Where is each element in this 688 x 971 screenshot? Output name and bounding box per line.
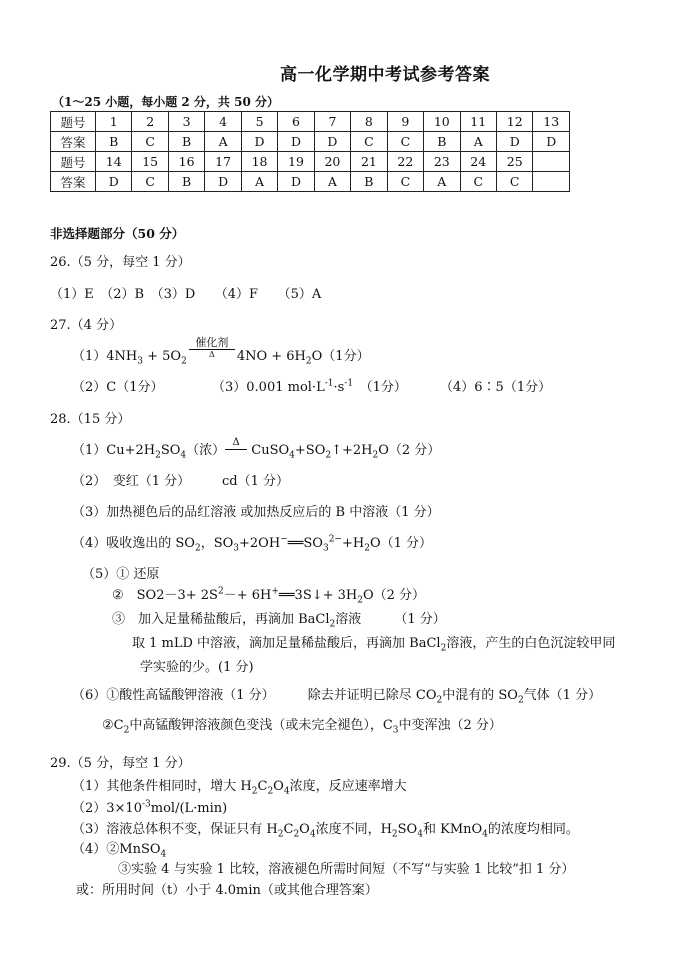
table-cell: 6 <box>278 112 314 132</box>
table-cell: 7 <box>314 112 350 132</box>
table-cell: A <box>424 172 460 192</box>
row-header: 题号 <box>51 112 96 132</box>
nonchoice-title: 非选择题部分（50 分） <box>50 226 185 241</box>
table-cell: 13 <box>533 112 570 132</box>
heat-symbol: Δ <box>232 437 240 448</box>
table-cell: C <box>351 132 387 152</box>
text: +2OH <box>239 536 281 551</box>
text: 和 KMnO <box>422 822 483 837</box>
table-cell: 10 <box>424 112 460 132</box>
text: 除去并证明已除尽 CO <box>307 688 437 703</box>
table-cell: 5 <box>241 112 277 132</box>
q28-line3: （3）加热褪色后的品红溶液 或加热反应后的 B 中溶液（1 分） <box>72 505 440 520</box>
text: ② SO2－3+ 2S <box>112 588 218 603</box>
text: C <box>283 822 294 837</box>
table-cell: D <box>314 132 350 152</box>
text: 4NO + 6H <box>236 349 306 364</box>
text: O（2 分） <box>378 443 441 458</box>
table-cell: D <box>241 132 277 152</box>
table-cell: 19 <box>278 152 314 172</box>
table-cell: 24 <box>460 152 496 172</box>
text: ══SO <box>287 536 323 551</box>
text: （1分） <box>353 380 407 395</box>
q29-line3: （3）溶液总体积不变，保证只有 $H_2C_2O_4$浓度不同，$H_2SO_4$和 KMnO$_4$的浓度均相同。 <box>72 822 579 840</box>
table-cell <box>533 172 570 192</box>
catalyst-label: 催化剂 <box>195 336 229 349</box>
equal-line <box>225 449 247 450</box>
text: CuSO <box>247 443 290 458</box>
text: （1）Cu+2H <box>72 443 156 458</box>
text: O <box>299 822 310 837</box>
text: O（2 分） <box>362 588 426 603</box>
text: （6）①酸性高锰酸钾溶液（1 分） <box>72 688 275 703</box>
table-cell: 15 <box>132 152 168 172</box>
table-cell: D <box>278 132 314 152</box>
table-row <box>51 132 570 152</box>
table-cell: 14 <box>96 152 132 172</box>
text: （3）溶液总体积不变，保证只有 H <box>72 822 278 837</box>
table-row <box>51 112 570 132</box>
text: －+ 6H <box>223 588 272 603</box>
text: ，SO <box>200 536 234 551</box>
table-cell: A <box>314 172 350 192</box>
heat-condition <box>225 437 247 458</box>
table-cell: D <box>278 172 314 192</box>
table-cell: A <box>460 132 496 152</box>
text: + 5O <box>143 349 182 364</box>
row-header: 题号 <box>51 152 96 172</box>
table-cell: 20 <box>314 152 350 172</box>
table-cell: 2 <box>132 112 168 132</box>
text: （4）②MnSO <box>72 842 161 857</box>
table-cell: C <box>460 172 496 192</box>
table-cell: B <box>168 172 204 192</box>
q27-line2-a: （2）C（1分） <box>72 380 164 395</box>
q28-line8: 取 1 mLD 中溶液，滴加足量稀盐酸后，再滴加 BaCl$_2$溶液，产生的白色沉淀较甲同 <box>132 636 616 654</box>
text: ══3S↓+ 3H <box>278 588 358 603</box>
table-row <box>51 172 570 192</box>
text: 取 1 mLD 中溶液，滴加足量稀盐酸后，再滴加 BaCl <box>132 636 441 651</box>
row-header: 答案 <box>51 172 96 192</box>
q27-line2-c: （4）6∶5（1分） <box>440 380 552 395</box>
text: C <box>257 779 268 794</box>
heat-symbol: Δ <box>208 350 215 359</box>
row-header: 答案 <box>51 132 96 152</box>
table-cell <box>533 152 570 172</box>
text: ②C <box>102 718 124 733</box>
table-cell: A <box>241 172 277 192</box>
text: （4）吸收逸出的 SO <box>72 536 195 551</box>
text: O（1 分） <box>369 536 432 551</box>
q27-head: 27.（4 分） <box>50 318 123 333</box>
text: （1）4NH <box>72 349 138 364</box>
q29-line2: $(2)3\times 10^{-3}mol/(L\cdot\min)$ <box>72 799 228 816</box>
table-cell: D <box>496 132 532 152</box>
text: （2）3×10 <box>72 801 142 816</box>
table-cell: 23 <box>424 152 460 172</box>
q26-answers: （1）E （2）B （3）D （4）F （5）A <box>50 287 322 302</box>
q27-line2-b <box>212 376 407 395</box>
scoring-note: （1～25 小题，每小题 2 分，共 50 分） <box>52 95 279 109</box>
text: ·s <box>333 380 345 395</box>
text: 中混有的 SO <box>442 688 518 703</box>
text: ↑+2H <box>331 443 373 458</box>
q28-line10: （6）①酸性高锰酸钾溶液（1 分） 除去并证明已除尽 $CO_2$中混有的 $SO_2$气体（1 分） <box>72 688 602 706</box>
table-cell: 18 <box>241 152 277 172</box>
table-cell: C <box>387 132 423 152</box>
text: SO <box>160 443 181 458</box>
table-cell: C <box>496 172 532 192</box>
table-cell: D <box>96 172 132 192</box>
text: 中高锰酸钾溶液颜色变浅（或未完全褪色），C <box>129 718 393 733</box>
table-cell: 1 <box>96 112 132 132</box>
table-cell: C <box>387 172 423 192</box>
table-cell: B <box>424 132 460 152</box>
q28-head: 28.（15 分） <box>50 412 131 427</box>
table-cell: A <box>205 132 241 152</box>
text: 溶液 <box>335 612 362 627</box>
table-cell: 25 <box>496 152 532 172</box>
text: （1 分） <box>394 612 446 627</box>
table-cell: 21 <box>351 152 387 172</box>
sup: -1 <box>324 378 334 389</box>
q29-line1: （1）其他条件相同时，增大 $H_2C_2O_4$浓度，反应速率增大 <box>72 779 407 797</box>
text: 中变浑浊（2 分） <box>398 718 502 733</box>
text: O（1分） <box>311 349 370 364</box>
text: 的浓度均相同。 <box>487 822 579 837</box>
q26-head: 26.（5 分，每空 1 分） <box>50 255 191 270</box>
table-cell: C <box>132 132 168 152</box>
text: 浓度，反应速率增大 <box>289 779 407 794</box>
q28-line6: ② $SO2-3+ 2S^2-+$ 6H+══3S↓+ $3H_2O(2$ 分） <box>112 586 426 606</box>
text: mol/(L·min) <box>150 801 228 816</box>
text: 浓度不同，H <box>315 822 392 837</box>
page-title: 高一化学期中考试参考答案 <box>280 65 490 85</box>
table-cell: 11 <box>460 112 496 132</box>
q28-line11: $②C_2$中高锰酸钾溶液颜色变浅（或未完全褪色），$C_3$中变浑浊（2 分） <box>102 718 502 736</box>
table-cell: D <box>533 132 570 152</box>
q28-line5: （5）① 还原 <box>82 567 160 582</box>
table-cell: B <box>351 172 387 192</box>
q28-line4: （4）吸收逸出的 $SO_2$，$SO_3+2OH^-══SO_3^{2-}+H_2O(1$ 分） <box>72 534 432 554</box>
q29-line6: 或：所用时间（t）小于 4.0min（或其他合理答案） <box>76 883 378 898</box>
table-cell: 16 <box>168 152 204 172</box>
q27-line1: $(1)4NH_3 + 5O_2$ 催化剂 Δ $4NO + 6H_2O(1$分） <box>72 336 370 367</box>
table-cell: 8 <box>351 112 387 132</box>
text: 溶液，产生的白色沉淀较甲同 <box>446 636 616 651</box>
table-cell: B <box>96 132 132 152</box>
q29-line5: ③实验 4 与实验 1 比较，溶液褪色所需时间短（不写“与实验 1 比较”扣 1 分） <box>118 862 575 877</box>
answer-table <box>50 111 570 192</box>
q28-line9: 学实验的少。(1 分) <box>140 660 254 675</box>
table-cell: 3 <box>168 112 204 132</box>
table-cell: 12 <box>496 112 532 132</box>
table-row <box>51 152 570 172</box>
text: +H <box>341 536 365 551</box>
text: +SO <box>294 443 326 458</box>
table-cell: 22 <box>387 152 423 172</box>
table-cell: C <box>132 172 168 192</box>
q28-line1: $(1)Cu+2H_2SO_4$（浓） Δ $CuSO_4+SO_2↑+2H_2O(2$ 分） <box>72 437 441 461</box>
q29-line4: （4）②MnSO$_4$ <box>72 842 167 860</box>
reaction-condition-arrow <box>187 336 237 364</box>
text: （浓） <box>186 443 226 458</box>
q28-line7: ③ 加入足量稀盐酸后，再滴加 BaCl$_2$溶液 （1 分） <box>112 612 446 630</box>
text: （3）0.001 mol·L <box>212 380 325 395</box>
table-cell: 4 <box>205 112 241 132</box>
text: SO <box>397 822 418 837</box>
q29-head: 29.（5 分，每空 1 分） <box>50 756 191 771</box>
q28-line2-a: （2） 变红（1 分） <box>72 474 191 489</box>
text: （1）其他条件相同时，增大 H <box>72 779 252 794</box>
table-cell: B <box>168 132 204 152</box>
table-cell: 17 <box>205 152 241 172</box>
table-cell: 9 <box>387 112 423 132</box>
table-cell: D <box>205 172 241 192</box>
sup: -1 <box>344 378 354 389</box>
text: O <box>273 779 284 794</box>
text: 气体（1 分） <box>523 688 602 703</box>
q28-line2-b: cd（1 分） <box>222 474 290 489</box>
text: ③ 加入足量稀盐酸后，再滴加 BaCl <box>112 612 330 627</box>
